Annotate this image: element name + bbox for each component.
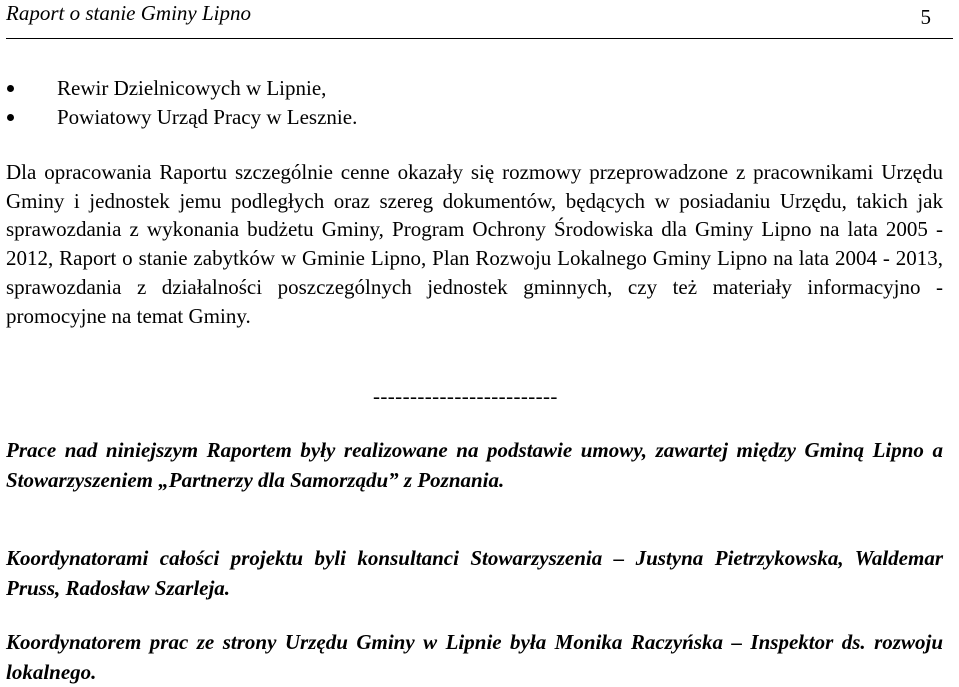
list-item	[0, 74, 959, 103]
bullet-list	[0, 74, 959, 132]
note-agreement: Prace nad niniejszym Raportem były realizowane na podstawie umowy, zawartej między Gminą Lipno a Stowarzyszeniem „Partnerzy dla Samorządu” z Poznania.	[6, 438, 943, 492]
list-item	[0, 103, 959, 132]
page-header	[6, 0, 953, 39]
separator-line: -------------------------	[373, 384, 558, 408]
bullet-icon	[7, 114, 14, 121]
bullet-icon	[7, 85, 14, 92]
body-paragraph: Dla opracowania Raportu szczególnie cenne okazały się rozmowy przeprowadzone z pracownikami Urzędu Gminy i jednostek jemu podległych oraz szereg dokumentów, będących w posiadaniu Urzędu, takich jak sprawozdania z wykonania budżetu Gminy, Program Ochrony Środowiska dla Gminy Lipno na lata 2005 - 2012, Raport o stanie zabytków w Gminie Lipno, Plan Rozwoju Lokalnego Gminy Lipno na lata 2004 - 2013, sprawozdania z działalności poszczególnych jednostek gminnych, czy też materiały informacyjno - promocyjne na temat Gminy.	[6, 160, 943, 328]
page-number: 5	[920, 5, 931, 29]
note-office-coordinator: Koordynatorem prac ze strony Urzędu Gminy w Lipnie była Monika Raczyńska – Inspektor ds. rozwoju lokalnego.	[6, 630, 943, 684]
header-title: Raport o stanie Gminy Lipno	[6, 1, 251, 25]
note-project-coordinators: Koordynatorami całości projektu byli konsultanci Stowarzyszenia – Justyna Pietrzykowska, Waldemar Pruss, Radosław Szarleja.	[6, 546, 943, 600]
list-item-text: Rewir Dzielnicowych w Lipnie,	[57, 76, 327, 100]
list-item-text: Powiatowy Urząd Pracy w Lesznie.	[57, 105, 358, 129]
